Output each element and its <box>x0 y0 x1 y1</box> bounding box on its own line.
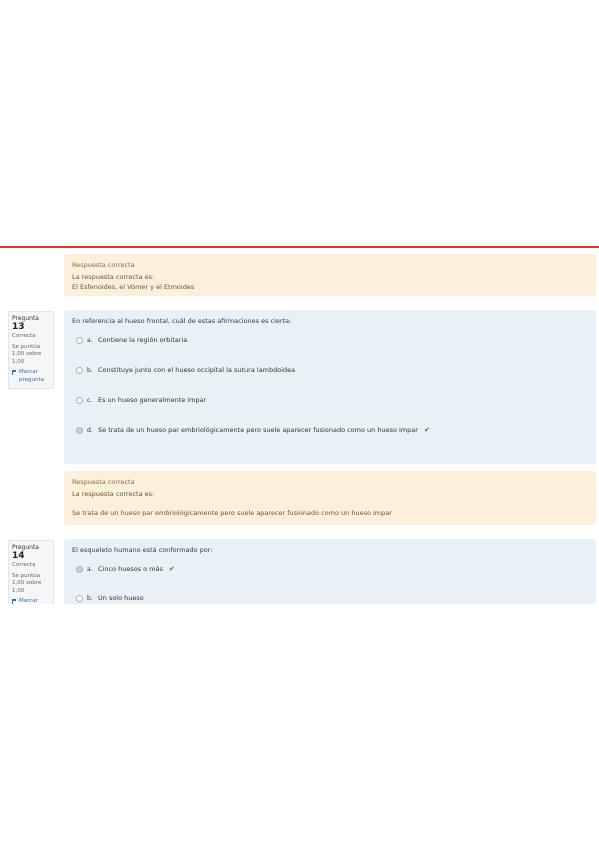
header-divider <box>0 246 599 248</box>
answer-option-c[interactable] <box>76 396 588 405</box>
option-text: Constituye junto con el hueso occipital la sutura lambdoidea <box>98 366 296 374</box>
feedback-label: La respuesta correcta es: <box>72 273 155 281</box>
question-state: Correcta <box>12 333 36 339</box>
feedback-title: Respuesta correcta <box>72 478 135 486</box>
radio-c[interactable] <box>76 397 83 404</box>
question-text: El esqueleto humano está conformado por: <box>72 546 213 554</box>
answer-option-a[interactable] <box>76 336 588 345</box>
answer-option-b[interactable] <box>76 366 588 375</box>
radio-a[interactable] <box>76 566 83 573</box>
feedback-previous <box>64 254 596 296</box>
question-number: 14 <box>12 550 25 561</box>
question-grade: Se puntúa 1,00 sobre 1,00 <box>12 343 42 365</box>
option-letter: a. <box>87 566 93 573</box>
question-label: Pregunta <box>12 315 39 322</box>
feedback-question-13 <box>64 471 596 525</box>
option-letter: a. <box>87 337 93 344</box>
correct-check-icon: ✔ <box>423 426 430 434</box>
feedback-title: Respuesta correcta <box>72 261 135 269</box>
option-text: Es un hueso generalmente impar <box>98 396 207 404</box>
question-grade: Se puntúa 1,00 sobre 1,00 <box>12 572 42 594</box>
question-state: Correcta <box>12 562 36 568</box>
radio-a[interactable] <box>76 337 83 344</box>
feedback-answer: El Esfenoides, el Vómer y el Etmoides <box>72 283 195 291</box>
option-letter: b. <box>87 595 93 602</box>
feedback-label: La respuesta correcta es: <box>72 490 155 498</box>
question-13-box <box>64 310 596 464</box>
option-text: Un solo hueso <box>98 594 144 602</box>
correct-check-icon: ✔ <box>168 565 175 573</box>
radio-b[interactable] <box>76 367 83 374</box>
question-number: 13 <box>12 321 25 332</box>
option-letter: b. <box>87 367 93 374</box>
option-text: Se trata de un hueso par embriológicamente pero suele aparecer fusionado como un hueso impar <box>98 426 418 434</box>
flag-question-label: Marcar <box>19 598 38 604</box>
flag-icon <box>12 370 17 375</box>
radio-d[interactable] <box>76 427 83 434</box>
answer-option-d[interactable] <box>76 426 588 435</box>
radio-b[interactable] <box>76 595 83 602</box>
answer-option-a[interactable] <box>76 565 588 574</box>
option-letter: d. <box>87 427 93 434</box>
page-background <box>0 604 599 848</box>
flag-question-label: Marcar pregunta <box>19 369 45 383</box>
answer-option-b[interactable] <box>76 594 588 603</box>
question-label: Pregunta <box>12 544 39 551</box>
question-13-info <box>8 311 54 389</box>
option-text: Contiene la región orbitaria <box>98 336 188 344</box>
question-text: En referencia al hueso frontal, cuál de estas afirmaciones es cierta: <box>72 317 292 325</box>
option-text: Cinco huesos o más <box>98 565 163 573</box>
feedback-answer: Se trata de un hueso par embriológicamente pero suele aparecer fusionado como un hueso impar <box>72 509 392 517</box>
flag-question-link[interactable] <box>12 369 50 384</box>
option-letter: c. <box>87 397 93 404</box>
